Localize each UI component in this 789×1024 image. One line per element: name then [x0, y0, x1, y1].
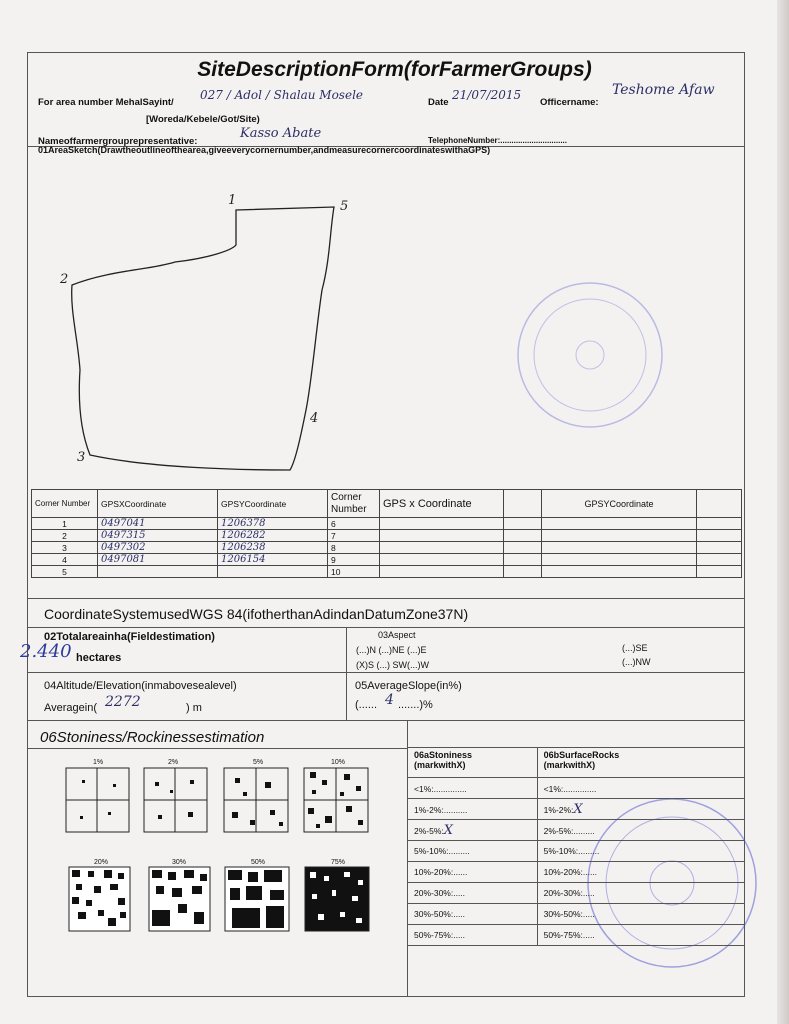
- rep-label: Nameoffarmergrouprepresentative:: [38, 136, 198, 147]
- percent-label: 10%: [330, 759, 345, 766]
- corner-label-5: 5: [340, 199, 349, 214]
- date-value[interactable]: 21/07/2015: [452, 88, 522, 102]
- mark-with-x-a: (markwithX): [414, 760, 466, 770]
- phone-label: TelephoneNumber:..............................: [428, 136, 567, 145]
- rep-value[interactable]: Kasso Abate: [240, 126, 322, 141]
- slope-label: 05AverageSlope(in%): [355, 680, 462, 692]
- row-corner: 5: [32, 566, 98, 578]
- percent-label: 75%: [330, 859, 345, 866]
- aspect-line-3[interactable]: (...)SE: [622, 643, 648, 653]
- slope-prefix: (......: [355, 699, 377, 711]
- stoniness-option[interactable]: 50%-75%:.....: [408, 925, 538, 946]
- row-gps-x[interactable]: 0497041: [98, 518, 218, 530]
- altitude-label: 04Altitude/Elevation(inmabovesealevel): [44, 680, 237, 692]
- row-gps-x[interactable]: 0497081: [98, 554, 218, 566]
- area-sub-label: [Woreda/Kebele/Got/Site): [146, 114, 260, 125]
- aspect-line-2[interactable]: (X)S (...) SW(...)W: [356, 660, 429, 670]
- stoniness-option[interactable]: <1%:..............: [408, 778, 538, 799]
- total-area-label: 02Totalareainha(Fieldestimation): [44, 631, 215, 643]
- slope-suffix: .......)%: [398, 699, 433, 711]
- row-corner-2: 7: [328, 530, 380, 542]
- altitude-prefix: Averagein(: [44, 702, 97, 714]
- row-gps-y[interactable]: 1206154: [218, 554, 328, 566]
- row-gps-y[interactable]: 1206282: [218, 530, 328, 542]
- stoniness-option[interactable]: 5%-10%:.........: [408, 841, 538, 862]
- stoniness-option[interactable]: 30%-50%:.....: [408, 904, 538, 925]
- corner-label-4: 4: [310, 411, 319, 426]
- row-corner-2: 6: [328, 518, 380, 530]
- area-label: For area number MehalSayint/: [38, 97, 174, 108]
- percent-label: 20%: [93, 859, 108, 866]
- row-corner-2: 8: [328, 542, 380, 554]
- area-value[interactable]: 027 / Adol / Shalau Mosele: [200, 88, 364, 102]
- header-corner-number-2: Corner Number: [328, 490, 380, 518]
- aspect-label: 03Aspect: [378, 630, 416, 640]
- header-gps-y: GPSYCoordinate: [218, 490, 328, 518]
- percent-label: 30%: [171, 859, 186, 866]
- coordinate-system: CoordinateSystemusedWGS 84(ifotherthanAdindanDatumZone37N): [44, 606, 469, 622]
- row-corner: 4: [32, 554, 98, 566]
- surface-rocks-option[interactable]: 1%-2%:X: [537, 799, 744, 820]
- header-gps-x: GPSXCoordinate: [98, 490, 218, 518]
- header-gps-x-2: GPS x Coordinate: [380, 490, 504, 518]
- stoniness-option[interactable]: 1%-2%:..........: [408, 799, 538, 820]
- stoniness-option[interactable]: 10%-20%:......: [408, 862, 538, 883]
- officer-value[interactable]: Teshome Afaw: [612, 82, 715, 98]
- row-gps-y[interactable]: 1206238: [218, 542, 328, 554]
- surface-rocks-option[interactable]: 30%-50%:.....: [537, 904, 744, 925]
- percent-label: 5%: [252, 759, 264, 766]
- aspect-line-1[interactable]: (...)N (...)NE (...)E: [356, 645, 427, 655]
- header-gps-y-2: GPSYCoordinate: [542, 490, 697, 518]
- aspect-line-4[interactable]: (...)NW: [622, 657, 651, 667]
- surface-rocks-option[interactable]: 10%-20%:......: [537, 862, 744, 883]
- altitude-suffix: ) m: [186, 702, 202, 714]
- stoniness-title: 06Stoniness/Rockinessestimation: [40, 729, 265, 746]
- corner-label-1: 1: [228, 193, 237, 208]
- row-corner-2: 9: [328, 554, 380, 566]
- row-gps-y[interactable]: 1206378: [218, 518, 328, 530]
- stoniness-table: [407, 747, 745, 946]
- header-corner-number: Corner Number: [32, 490, 98, 518]
- row-corner: 1: [32, 518, 98, 530]
- total-area-value[interactable]: 2.440: [20, 641, 72, 662]
- surface-rocks-option[interactable]: 5%-10%:.........: [537, 841, 744, 862]
- slope-value[interactable]: 4: [385, 692, 394, 708]
- percent-label: 50%: [250, 859, 265, 866]
- total-area-unit: hectares: [76, 652, 122, 664]
- corner-label-2: 2: [60, 272, 69, 287]
- mark-with-x-b: (markwithX): [543, 760, 596, 770]
- stoniness-col-b: 06bSurfaceRocks: [543, 750, 620, 760]
- row-corner-2: 10: [328, 566, 380, 578]
- row-corner: 2: [32, 530, 98, 542]
- row-corner: 3: [32, 542, 98, 554]
- stoniness-option[interactable]: 2%-5%:X: [408, 820, 538, 841]
- row-gps-x[interactable]: 0497315: [98, 530, 218, 542]
- surface-rocks-option[interactable]: <1%:..............: [537, 778, 744, 799]
- stoniness-option[interactable]: 20%-30%:.....: [408, 883, 538, 904]
- surface-rocks-option[interactable]: 2%-5%:.........: [537, 820, 744, 841]
- surface-rocks-option[interactable]: 50%-75%:.....: [537, 925, 744, 946]
- form-title: SiteDescriptionForm(forFarmerGroups): [197, 58, 592, 81]
- officer-label: Officername:: [540, 97, 599, 108]
- stoniness-col-a: 06aStoniness: [414, 750, 473, 760]
- percent-label: 2%: [167, 759, 179, 766]
- corner-label-3: 3: [77, 450, 86, 465]
- row-gps-x[interactable]: 0497302: [98, 542, 218, 554]
- date-label: Date: [428, 97, 449, 108]
- percent-label: 1%: [92, 759, 104, 766]
- sketch-label: 01AreaSketch(Drawtheoutlineofthearea,giveeverycornernumber,andmeasurecornercoordinateswithaGPS): [38, 145, 491, 155]
- altitude-value[interactable]: 2272: [105, 694, 141, 710]
- surface-rocks-option[interactable]: 20%-30%:.....: [537, 883, 744, 904]
